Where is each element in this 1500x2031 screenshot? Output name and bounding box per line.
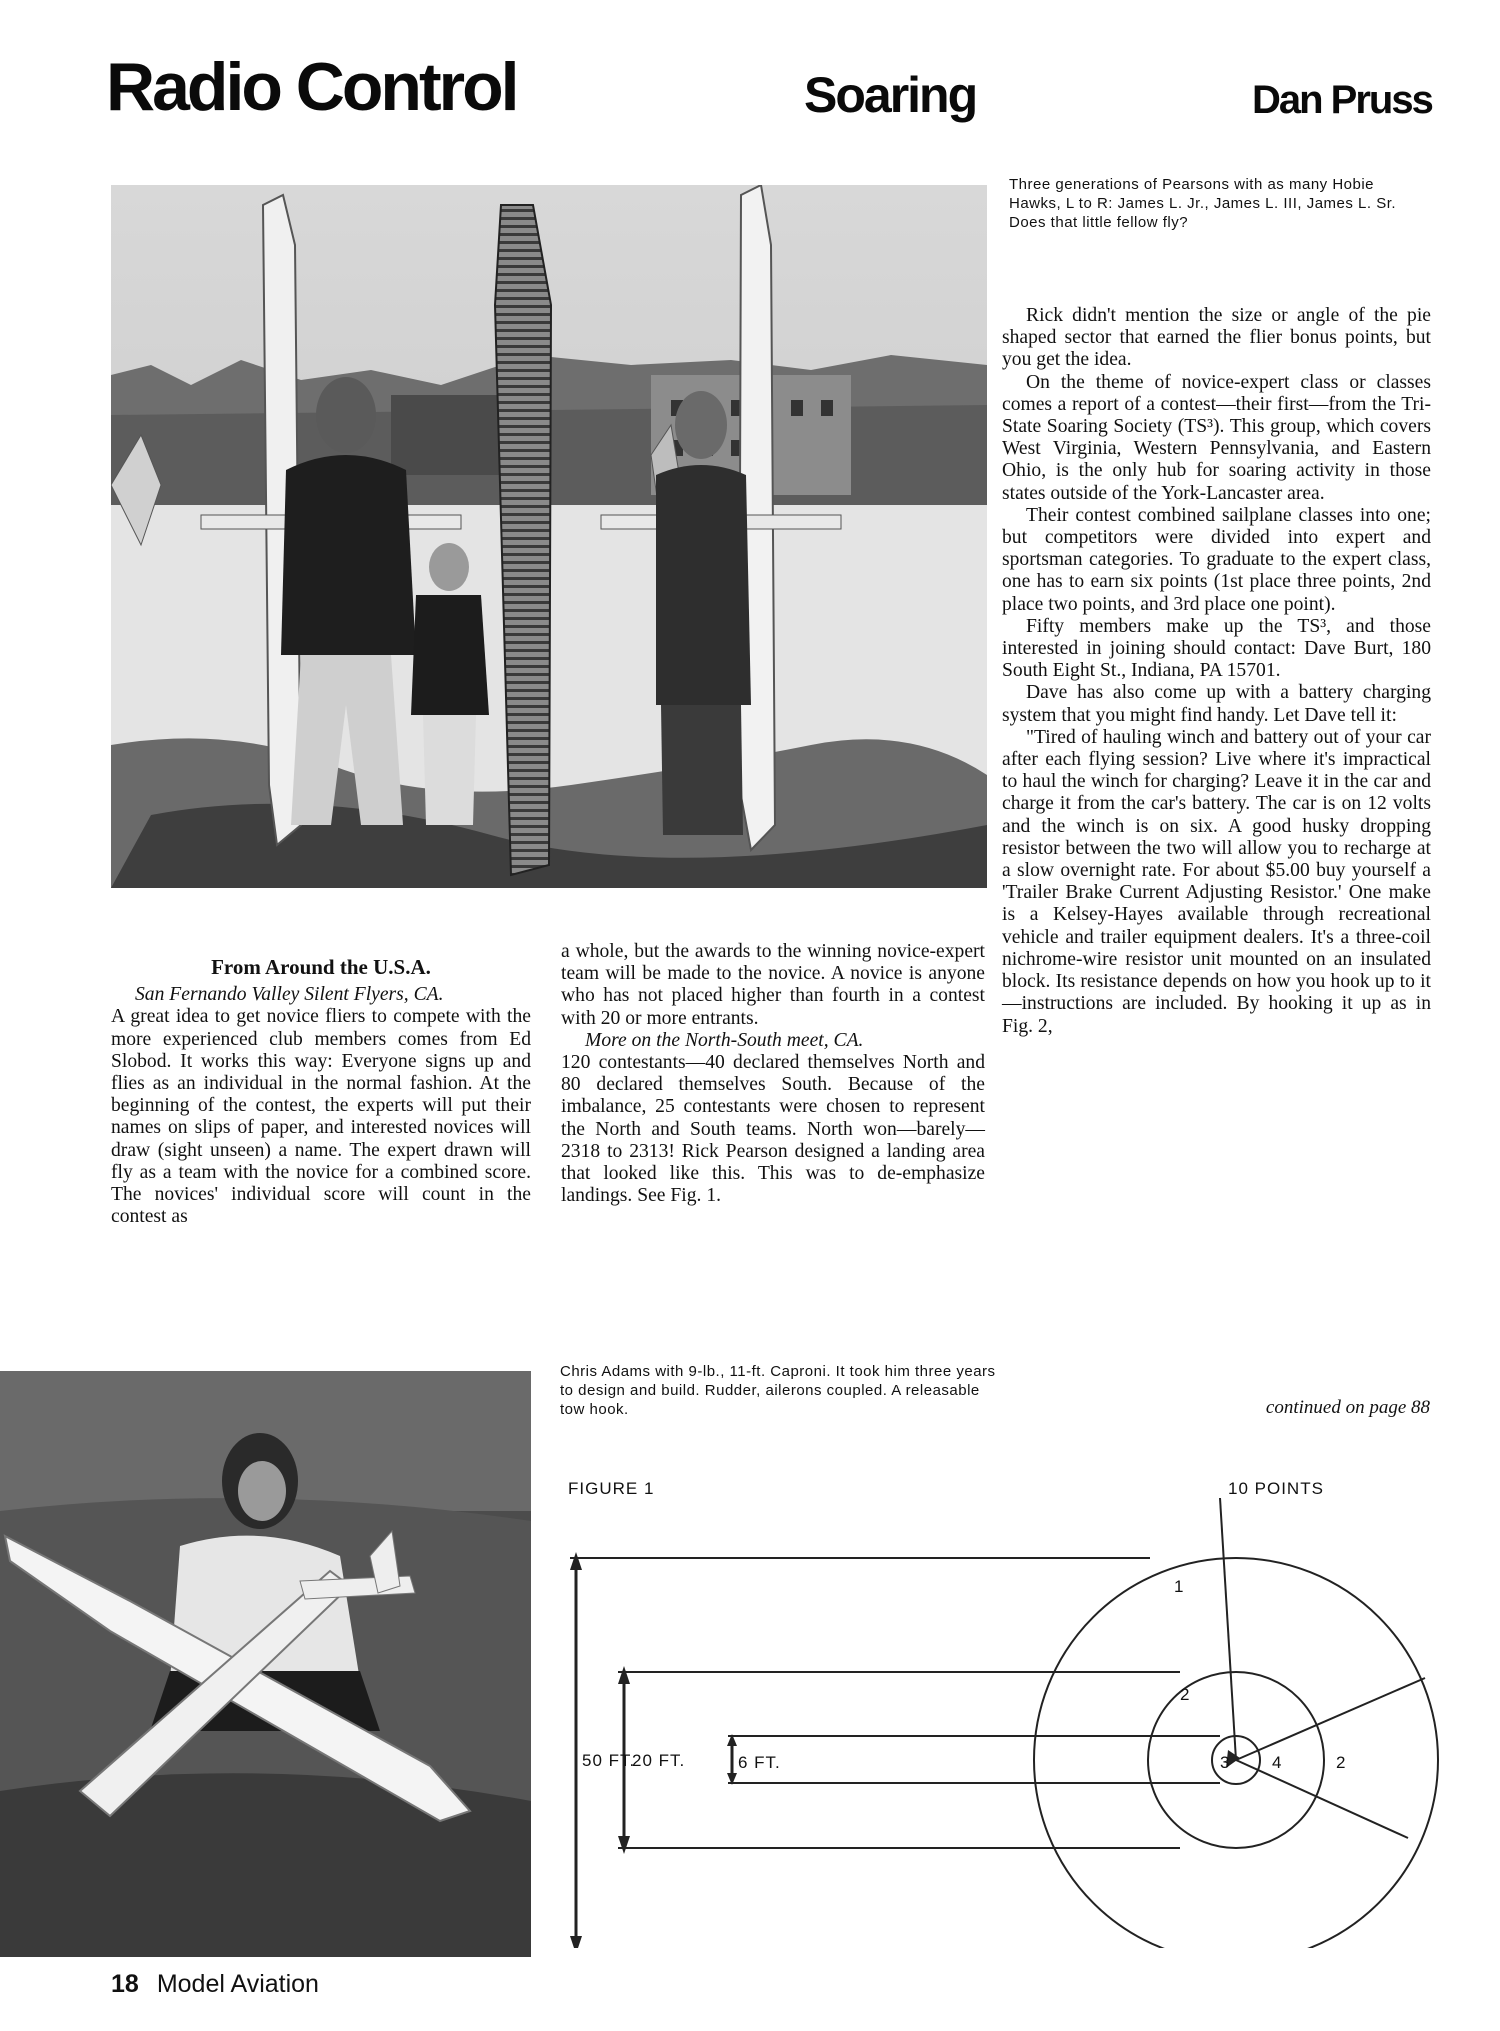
paragraph: Their contest combined sailplane classes into one; but competitors were divided into expert and sportsman categories. To graduate to the expert class, one has to earn six points (1st place three points, 2nd place two points, and 3rd place one point). (1002, 504, 1431, 615)
meet-name: More on the North-South meet, CA. (585, 1029, 864, 1051)
article-column-middle (561, 941, 985, 1207)
section-title: Radio Control (106, 49, 517, 125)
paragraph: Fifty members make up the TS³, and those interested in joining should contact: Dave Burt, 180 South Eight St., Indiana, PA 15701. (1002, 615, 1431, 682)
article-column-left (111, 956, 531, 1228)
label-10-points: 10 POINTS (1228, 1479, 1324, 1498)
label-zone-2: 2 (1180, 1685, 1191, 1704)
page-footer (111, 1970, 319, 1999)
pearsons-sailplanes-photo (111, 185, 987, 888)
paragraph: Dave has also come up with a battery charging system that you might find handy. Let Dave tell it: (1002, 682, 1431, 726)
label-20ft: 20 FT. (632, 1751, 686, 1770)
page-number: 18 (111, 1970, 139, 1998)
article-column-right (1002, 305, 1431, 1038)
continued-note: continued on page 88 (1265, 1397, 1430, 1418)
label-sector-4: 4 (1272, 1753, 1283, 1772)
magazine-name: Model Aviation (156, 1970, 319, 1998)
column-topic: Soaring (804, 67, 977, 123)
figure-title: FIGURE 1 (568, 1479, 655, 1498)
photo-caption-chris-adams: Chris Adams with 9-lb., 11-ft. Caproni. It took him three years to design and build. Rudder, ailerons coupled. A releasable tow hook. (560, 1363, 996, 1418)
landing-area-diagram (560, 1478, 1460, 1948)
paragraph: a whole, but the awards to the winning novice-expert team will be made to the novice. A novice is anyone who has not placed higher than fourth in a contest with 20 or more entrants. (561, 941, 985, 1029)
sector-line-lower (1236, 1760, 1408, 1838)
paragraph: On the theme of novice-expert class or classes comes a report of a contest—their first—from the Tri-State Soaring Society (TS³). This group, which covers West Virginia, Western Pennsylvania, and Eastern Ohio, is the only hub for soaring activity in those states outside of the York-Lancaster area. (1002, 371, 1431, 504)
paragraph: A great idea to get novice fliers to compete with the more experienced club members comes from Ed Slobod. It works this way: Everyone signs up and flies as an individual in the normal fashion. At the beginning of the contest, the experts will put their names on slips of paper, and interested novices will draw (sight unseen) a name. The expert drawn will fly as a team with the novice for a combined score. The novices' individual score will count in the contest as (111, 1006, 531, 1228)
photo-caption-pearsons: Three generations of Pearsons with as many Hobie Hawks, L to R: James L. Jr., James L. III, James L. Sr. Does that little fellow fly? (1009, 176, 1397, 231)
label-zone-3: 3 (1220, 1753, 1231, 1772)
article-heading: From Around the U.S.A. (211, 955, 431, 979)
label-zone-1: 1 (1174, 1577, 1185, 1596)
author-name: Dan Pruss (1252, 78, 1432, 122)
sector-line-upper (1236, 1678, 1425, 1760)
chris-adams-caproni-photo (0, 1371, 531, 1957)
paragraph: 120 contestants—40 declared themselves North and 80 declared themselves South. Because of the imbalance, 25 contestants were chosen to represent the North and South teams. North won—barely—2318 to 2313! Rick Pearson designed a landing area that looked like this. This was to de-emphasize landings. See Fig. 1. (561, 1052, 985, 1207)
paragraph (111, 984, 531, 1006)
label-sector-2: 2 (1336, 1753, 1347, 1772)
paragraph (561, 1030, 985, 1052)
sector-line-top (1220, 1498, 1236, 1760)
club-name: San Fernando Valley Silent Flyers, CA. (135, 984, 444, 1006)
label-50ft: 50 FT. (582, 1751, 636, 1770)
label-6ft: 6 FT. (738, 1753, 781, 1772)
paragraph: Rick didn't mention the size or angle of the pie shaped sector that earned the flier bonus points, but you get the idea. (1002, 305, 1431, 371)
paragraph: "Tired of hauling winch and battery out of your car after each flying session? Live where it's impractical to haul the winch for charging? Leave it in the car and charge it from the car's battery. The car is on 12 volts and the winch is on six. A good husky dropping resistor between the two will allow you to recharge at a slow overnight rate. For about $5.00 buy yourself a 'Trailer Brake Current Adjusting Resistor.' One make is a Kelsey-Hayes available through recreational vehicle and trailer equipment dealers. It's a three-coil nichrome-wire resistor unit mounted on an insulated block. Its resistance depends on how you hook up to it—instructions are included. By hooking it up as in Fig. 2, (1002, 726, 1431, 1037)
